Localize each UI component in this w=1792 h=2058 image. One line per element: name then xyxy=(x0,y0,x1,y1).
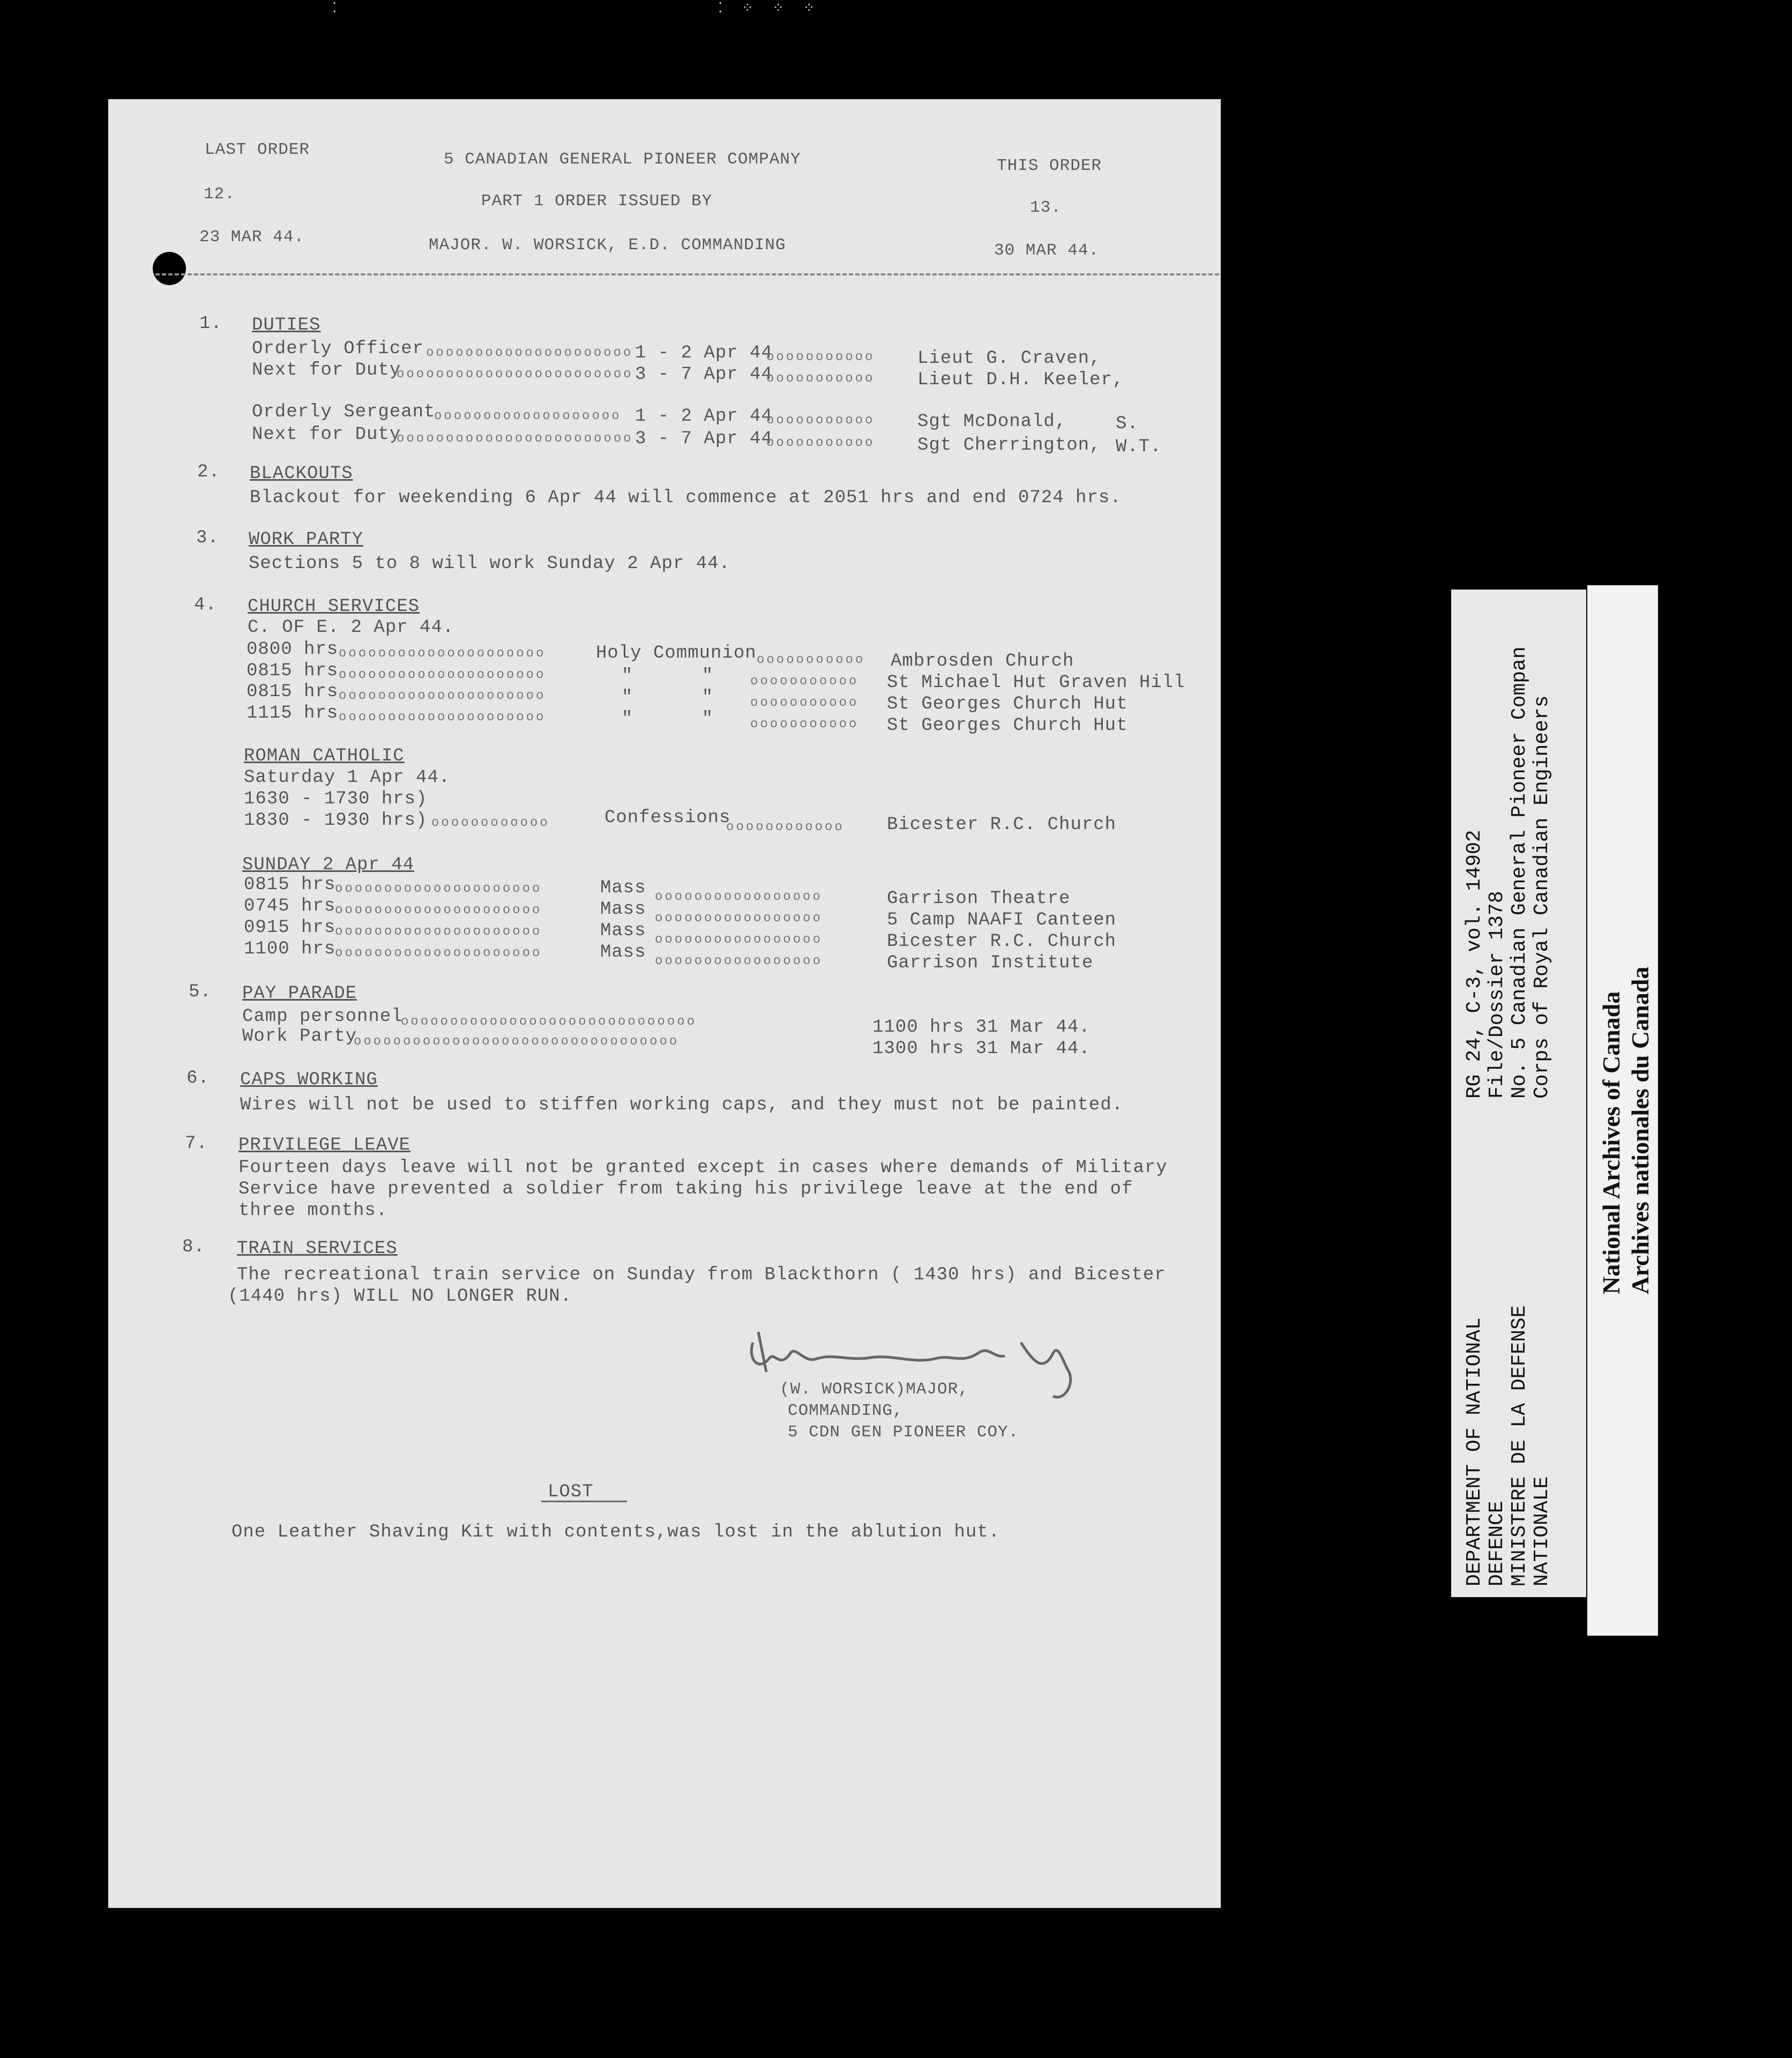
service-time: 0815 hrs xyxy=(247,661,339,681)
section-number: 4. xyxy=(194,595,217,615)
leader-dots: oooooooooooooooooooooooo xyxy=(397,367,633,382)
subsection-heading: SUNDAY 2 Apr 44 xyxy=(242,855,415,875)
service-time: 1100 hrs xyxy=(244,939,336,959)
leader-dots: ooooooooooooooooooooo xyxy=(335,903,542,918)
church-day: Saturday 1 Apr 44. xyxy=(244,767,451,788)
leader-dots: ooooooooooo xyxy=(750,717,859,732)
section-heading: PRIVILEGE LEAVE xyxy=(238,1135,411,1155)
service-place: St Georges Church Hut xyxy=(887,694,1128,714)
duty-name: Lieut G. Craven, xyxy=(917,348,1101,369)
section-text: Sections 5 to 8 will work Sunday 2 Apr 44. xyxy=(249,554,730,574)
pay-group: Camp personnel xyxy=(242,1006,403,1027)
duty-date: 1 - 2 Apr 44 xyxy=(635,343,773,363)
service-place: 5 Camp NAAFI Canteen xyxy=(887,910,1117,930)
archive-name-en: National Archives of Canada xyxy=(1597,991,1625,1294)
film-mark: ⁚ xyxy=(332,1,342,17)
service-time: 0800 hrs xyxy=(247,639,339,660)
duty-role: Next for Duty xyxy=(252,360,401,381)
leader-dots: ooooooooooo xyxy=(766,436,875,450)
duty-name: Sgt McDonald, xyxy=(917,412,1067,432)
section-heading: TRAIN SERVICES xyxy=(237,1239,398,1259)
duty-initials: W.T. xyxy=(1116,437,1162,457)
duty-role: Orderly Sergeant xyxy=(252,402,436,422)
service-time: 1115 hrs xyxy=(247,703,339,724)
leader-dots: ooooooooooo xyxy=(766,350,875,364)
service-place: St Michael Hut Graven Hill xyxy=(887,673,1185,693)
signatory-name: (W. WORSICK)MAJOR, xyxy=(780,1380,969,1399)
section-number: 6. xyxy=(186,1068,210,1088)
lost-text: One Leather Shaving Kit with contents,was lost in the ablution hut. xyxy=(232,1522,1000,1542)
duty-date: 3 - 7 Apr 44 xyxy=(635,429,773,449)
service-time: 1830 - 1930 hrs) xyxy=(244,810,428,831)
leader-dots: oooooooooooooooooooooooooooooo xyxy=(401,1015,697,1029)
leader-dots: ooooooooooooooooo xyxy=(655,933,823,947)
duty-role: Orderly Officer xyxy=(252,339,424,359)
service-place: St Georges Church Hut xyxy=(887,715,1128,736)
signatory-title: COMMANDING, xyxy=(788,1401,904,1420)
leader-dots: ooooooooooooooooooooooooooooooooo xyxy=(354,1034,680,1049)
leader-dots: ooooooooooooooooooooo xyxy=(339,668,546,682)
service-name: Mass xyxy=(600,878,646,898)
leader-dots: ooooooooooooooooo xyxy=(655,890,823,904)
section-number: 3. xyxy=(196,528,219,548)
service-time: 0915 hrs xyxy=(244,918,336,938)
service-name: Mass xyxy=(600,942,646,963)
service-time: 1630 - 1730 hrs) xyxy=(244,789,428,809)
archive-ref-line: Corps of Royal Canadian Engineers xyxy=(1530,695,1554,1099)
section-number: 1. xyxy=(199,314,222,334)
leader-dots: ooooooooooo xyxy=(766,371,875,386)
leader-dots: ooooooooooooooooo xyxy=(655,911,823,926)
section-number: 5. xyxy=(189,982,212,1002)
this-order-label: THIS ORDER xyxy=(997,156,1102,175)
section-text: Blackout for weekending 6 Apr 44 will commence at 2051 hrs and end 0724 hrs. xyxy=(250,488,1122,508)
subsection-heading: ROMAN CATHOLIC xyxy=(244,746,405,766)
leader-dots: oooooooooooooooooooooooo xyxy=(397,431,633,446)
section-heading: PAY PARADE xyxy=(242,983,357,1004)
leader-dots: ooooooooooo xyxy=(757,653,865,667)
leader-dots: ooooooooooooooooo xyxy=(655,954,823,968)
this-order-date: 30 MAR 44. xyxy=(994,241,1100,260)
section-text: (1440 hrs) WILL NO LONGER RUN. xyxy=(228,1286,572,1307)
service-name: Mass xyxy=(600,921,646,941)
section-heading: CAPS WORKING xyxy=(240,1070,378,1090)
leader-dots: oooooooooooo xyxy=(431,816,550,830)
pay-group: Work Party xyxy=(242,1026,357,1047)
service-name: Mass xyxy=(600,899,646,920)
last-order-label: LAST ORDER xyxy=(205,140,310,159)
section-heading: DUTIES xyxy=(252,315,321,335)
signatory-unit: 5 CDN GEN PIONEER COY. xyxy=(788,1423,1019,1442)
service-time: 0745 hrs xyxy=(244,896,336,916)
department-line: DEFENCE xyxy=(1485,1501,1509,1586)
leader-dots: ooooooooooo xyxy=(750,696,859,710)
order-subtitle: PART 1 ORDER ISSUED BY xyxy=(481,192,713,211)
ditto-mark: " " xyxy=(622,688,714,708)
lost-underline xyxy=(541,1501,627,1502)
leader-dots: ooooooooooo xyxy=(766,413,875,428)
header-rule xyxy=(155,273,1219,275)
service-place: Ambrosden Church xyxy=(891,651,1074,672)
leader-dots: ooooooooooo xyxy=(750,674,859,689)
punch-hole xyxy=(153,252,186,285)
leader-dots: ooooooooooooooooooo xyxy=(434,409,622,423)
this-order-number: 13. xyxy=(1030,198,1062,217)
company-title: 5 CANADIAN GENERAL PIONEER COMPANY xyxy=(444,150,801,169)
section-text: The recreational train service on Sunday from Blackthorn ( 1430 hrs) and Bicester xyxy=(237,1265,1166,1285)
duty-role: Next for Duty xyxy=(252,424,401,445)
section-number: 2. xyxy=(197,462,220,482)
leader-dots: ooooooooooooooooooooo xyxy=(426,346,633,360)
leader-dots: ooooooooooooooooooooo xyxy=(335,946,542,960)
leader-dots: oooooooooooo xyxy=(726,820,845,834)
ditto-mark: " " xyxy=(622,666,714,687)
section-heading: BLACKOUTS xyxy=(250,464,353,484)
archive-ref-line: RG 24, C-3, vol. 14902 xyxy=(1463,830,1486,1099)
department-line: NATIONALE xyxy=(1530,1476,1554,1586)
duty-initials: S. xyxy=(1116,414,1139,434)
duty-name: Sgt Cherrington, xyxy=(917,435,1101,456)
service-name: Confessions xyxy=(604,808,731,828)
last-order-number: 12. xyxy=(204,185,235,204)
service-place: Garrison Theatre xyxy=(887,889,1071,909)
issuer: MAJOR. W. WORSICK, E.D. COMMANDING xyxy=(429,236,786,255)
ditto-mark: " " xyxy=(622,709,714,729)
section-heading: CHURCH SERVICES xyxy=(248,596,420,617)
service-place: Bicester R.C. Church xyxy=(887,815,1117,835)
lost-heading: LOST xyxy=(548,1482,594,1502)
pay-time: 1300 hrs 31 Mar 44. xyxy=(872,1039,1091,1059)
archive-ref-line: No. 5 Canadian General Pioneer Compan xyxy=(1508,646,1531,1099)
section-text: Fourteen days leave will not be granted except in cases where demands of Military xyxy=(238,1158,1168,1178)
service-time: 0815 hrs xyxy=(247,682,339,702)
pay-time: 1100 hrs 31 Mar 44. xyxy=(872,1017,1091,1038)
leader-dots: ooooooooooooooooooooo xyxy=(335,882,542,896)
leader-dots: ooooooooooooooooooooo xyxy=(339,646,546,661)
section-text: three months. xyxy=(238,1200,388,1221)
film-mark: ⁚ ⁘ ⁘ ⁘ xyxy=(718,1,820,17)
leader-dots: ooooooooooooooooooooo xyxy=(339,710,546,725)
duty-name: Lieut D.H. Keeler, xyxy=(917,370,1124,390)
department-line: DEPARTMENT OF NATIONAL xyxy=(1463,1317,1486,1586)
church-denomination: C. OF E. 2 Apr 44. xyxy=(248,617,454,638)
leader-dots: ooooooooooooooooooooo xyxy=(335,924,542,939)
archive-ref-line: File/Dossier 1378 xyxy=(1485,891,1509,1099)
department-line: MINISTERE DE LA DEFENSE xyxy=(1508,1305,1531,1586)
duty-date: 3 - 7 Apr 44 xyxy=(635,364,773,385)
service-name: Holy Communion xyxy=(596,643,757,663)
section-text: Service have prevented a soldier from taking his privilege leave at the end of xyxy=(238,1179,1133,1199)
section-number: 8. xyxy=(182,1237,205,1257)
leader-dots: ooooooooooooooooooooo xyxy=(339,689,546,703)
section-heading: WORK PARTY xyxy=(249,530,364,550)
section-number: 7. xyxy=(185,1134,208,1154)
service-time: 0815 hrs xyxy=(244,875,336,895)
service-place: Garrison Institute xyxy=(887,953,1094,973)
last-order-date: 23 MAR 44. xyxy=(199,228,305,247)
archive-name-fr: Archives nationales du Canada xyxy=(1626,966,1654,1294)
service-place: Bicester R.C. Church xyxy=(887,931,1117,952)
duty-date: 1 - 2 Apr 44 xyxy=(635,406,773,427)
section-text: Wires will not be used to stiffen working caps, and they must not be painted. xyxy=(240,1095,1124,1115)
